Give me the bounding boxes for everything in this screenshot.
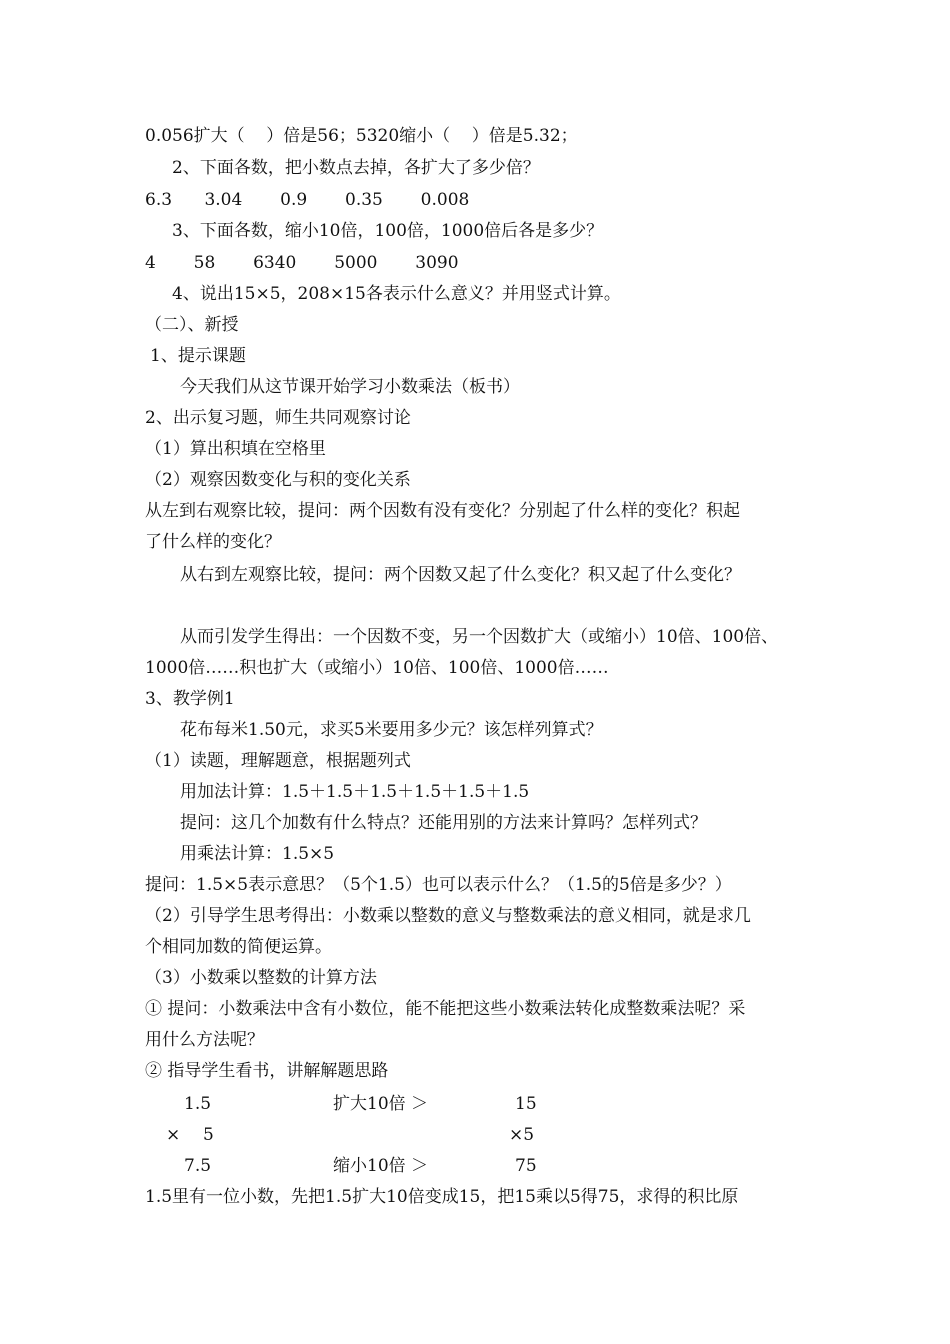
calc-expand-label: 扩大10倍 ＞ [333, 1094, 429, 1114]
text-line: 用乘法计算：1.5×5 [180, 844, 335, 864]
calc-int-multiplier: ×5 [509, 1125, 535, 1145]
text-line: 2、下面各数，把小数点去掉，各扩大了多少倍？ [172, 158, 540, 178]
calc-int-multiplicand: 15 [515, 1094, 537, 1114]
calc-multiplicand: 1.5 [184, 1094, 212, 1114]
text-line: 3、下面各数，缩小10倍，100倍，1000倍后各是多少？ [172, 221, 604, 241]
text-line: （1）算出积填在空格里 [145, 439, 326, 459]
text-line: ① 提问：小数乘法中含有小数位，能不能把这些小数乘法转化成整数乘法呢？采 [145, 999, 746, 1019]
text-line: （2）引导学生思考得出：小数乘以整数的意义与整数乘法的意义相同，就是求几 [145, 906, 751, 926]
calc-product: 7.5 [184, 1156, 212, 1176]
text-line: 2、出示复习题，师生共同观察讨论 [145, 408, 411, 428]
text-line: 从而引发学生得出：一个因数不变，另一个因数扩大（或缩小）10倍、100倍、 [180, 627, 779, 647]
calc-multiplier: 5 [203, 1125, 214, 1145]
section-heading: （二）、新授 [145, 315, 239, 335]
text-line: 0.056扩大（ ）倍是56；5320缩小（ ）倍是5.32； [145, 126, 578, 146]
text-line: 从左到右观察比较，提问：两个因数有没有变化？分别起了什么样的变化？积起 [145, 501, 740, 521]
text-line: 今天我们从这节课开始学习小数乘法（板书） [180, 377, 520, 397]
text-line: 4、说出15×5，208×15各表示什么意义？并用竖式计算。 [172, 284, 621, 304]
text-line: 1.5里有一位小数，先把1.5扩大10倍变成15，把15乘以5得75，求得的积比原 [145, 1187, 739, 1207]
text-line: 提问：1.5×5表示意思？（5个1.5）也可以表示什么？（1.5的5倍是多少？） [145, 875, 732, 895]
calc-shrink-label: 缩小10倍 ＞ [333, 1156, 429, 1176]
text-line: ② 指导学生看书，讲解解题思路 [145, 1061, 389, 1081]
text-line: 1、提示课题 [150, 346, 246, 366]
calc-int-product: 75 [515, 1156, 537, 1176]
text-line: 花布每米1.50元，求买5米要用多少元？该怎样列算式？ [180, 720, 603, 740]
text-line: 了什么样的变化？ [145, 532, 281, 552]
text-line: 个相同加数的简便运算。 [145, 937, 332, 957]
text-line: （3）小数乘以整数的计算方法 [145, 968, 377, 988]
text-line: （1）读题，理解题意，根据题列式 [145, 751, 411, 771]
text-line: 提问：这几个加数有什么特点？还能用别的方法来计算吗？怎样列式？ [180, 813, 707, 833]
calc-times-sign: × [166, 1125, 181, 1145]
text-line: （2）观察因数变化与积的变化关系 [145, 470, 411, 490]
text-line: 4 58 6340 5000 3090 [145, 253, 459, 273]
text-line: 3、教学例1 [145, 689, 235, 709]
text-line: 1000倍……积也扩大（或缩小）10倍、100倍、1000倍…… [145, 658, 609, 678]
text-line: 6.3 3.04 0.9 0.35 0.008 [145, 190, 470, 210]
text-line: 用加法计算：1.5＋1.5＋1.5＋1.5＋1.5＋1.5 [180, 782, 530, 802]
text-line: 从右到左观察比较，提问：两个因数又起了什么变化？积又起了什么变化？ [180, 565, 741, 585]
text-line: 用什么方法呢？ [145, 1030, 264, 1050]
